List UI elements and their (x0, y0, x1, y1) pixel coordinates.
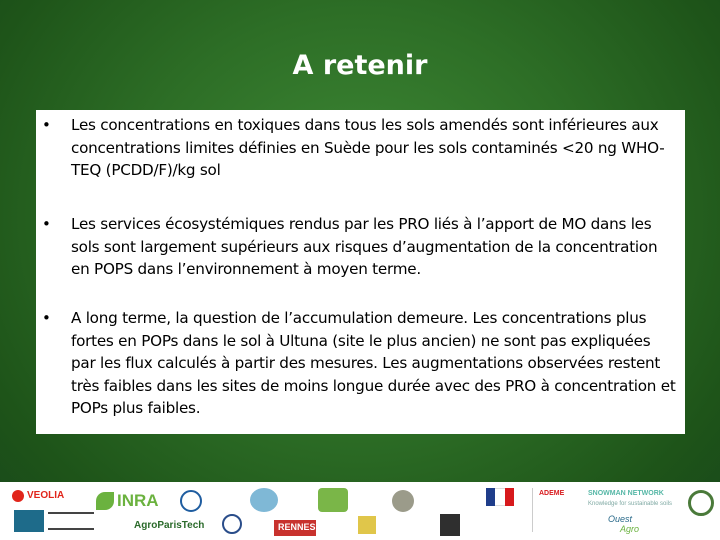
snowman-network-tagline: Knowledge for sustainable soils (588, 501, 673, 507)
bullet-marker: • (42, 309, 51, 327)
rennes-logo (274, 520, 316, 536)
bullet-item (36, 213, 685, 281)
veolia-logo (12, 488, 70, 506)
dark-square-logo (440, 514, 460, 536)
g-seal-logo (688, 490, 714, 516)
bullet-item (36, 114, 685, 182)
snowman-network-logo (588, 490, 680, 512)
grey-round-logo (392, 490, 414, 512)
agrocampus-ouest-logo (608, 514, 652, 536)
cirad-seal-logo (222, 514, 242, 534)
rennes-logo-text: RENNES (278, 522, 316, 532)
bullet-text: A long terme, la question de l’accumulation demeure. Les concentrations plus fortes en POPs dans le sol à Ultuna (site le plus ancien) ne sont pas expliquées par les flux calculés à partir des mesures. Les augmentations observées restent très faibles dans les sites de moins longue durée avec des PRO à concentration et POPs plus faibles. (71, 309, 676, 417)
veolia-logo-text: VEOLIA (27, 490, 65, 501)
partner-text-lines (48, 512, 94, 530)
veolia-mark-icon (12, 490, 24, 502)
bullet-text: Les concentrations en toxiques dans tous les sols amendés sont inférieures aux concentrations limites définies en Suède pour les sols contaminés <20 ng WHO-TEQ (PCDD/F)/kg sol (71, 116, 665, 179)
bullet-text: Les services écosystémiques rendus par les PRO liés à l’apport de MO dans les sols sont largement supérieurs aux risques d’augmentation de la concentration en POPS dans l’environnement à moyen terme. (71, 215, 658, 278)
snowman-network-text: SNOWMAN NETWORK (588, 490, 664, 497)
green-partner-logo (318, 488, 348, 512)
flag-red-stripe (505, 488, 514, 506)
inra-logo-text: INRA (117, 491, 159, 510)
content-box (36, 110, 685, 434)
agrocampus-agro-text: Agro (620, 524, 640, 534)
bullet-marker: • (42, 215, 51, 233)
agroparistech-logo (134, 519, 205, 535)
university-seal-logo (180, 490, 202, 512)
slide-title: A retenir (292, 50, 428, 81)
ademe-logo-text: ADEME (539, 490, 565, 497)
partner-logo-strip (0, 482, 720, 540)
agrocampus-ouest-text: Ouest (608, 514, 633, 524)
blue-round-logo (250, 488, 278, 512)
agroparistech-logo-text: AgroParisTech (134, 520, 205, 531)
bullet-marker: • (42, 116, 51, 134)
small-partner-logo (14, 510, 44, 532)
bullet-item (36, 307, 685, 420)
inra-leaf-icon (96, 492, 114, 510)
inra-logo (96, 488, 158, 516)
ademe-logo (532, 488, 576, 532)
yellow-partner-logo (358, 516, 376, 534)
flag-white-stripe (495, 488, 505, 506)
republique-francaise-logo (486, 488, 514, 506)
flag-blue-stripe (486, 488, 495, 506)
